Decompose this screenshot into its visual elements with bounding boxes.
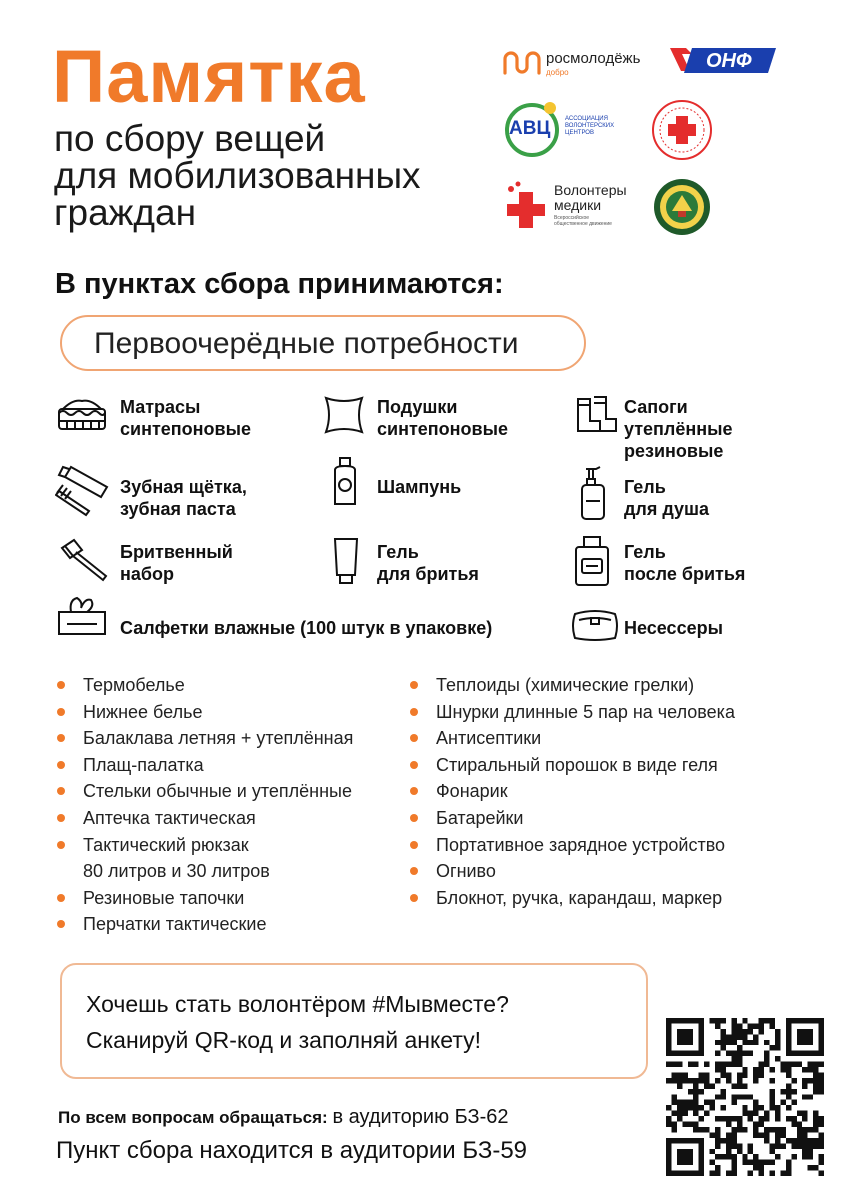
medics-line-2: медики [554,197,602,213]
item-boots-line-1: Сапоги [624,397,688,417]
list-item: Балаклава летняя + утеплённая [57,725,353,752]
item-shaving-gel [377,541,479,585]
onf-text: ОНФ [706,50,752,72]
item-shaving-gel-line-2: для бритья [377,564,479,584]
item-toiletry-bag-line-1: Несессеры [624,618,723,638]
qr-code[interactable] [664,1018,826,1181]
volunteers-medics-logo [502,180,642,230]
item-razor [120,541,233,585]
list-item: Нижнее белье [57,699,353,726]
volunteer-cta-box [60,963,648,1079]
item-shampoo-line-1: Шампунь [377,477,462,497]
list-item: Стельки обычные и утеплённые [57,778,353,805]
item-razor-line-2: набор [120,564,174,584]
list-item: Резиновые тапочки [57,885,353,912]
list-item: Огниво [410,858,735,885]
list-item: Антисептики [410,725,735,752]
item-wet-wipes-line-1: Салфетки влажные (100 штук в упаковке) [120,618,493,638]
list-item-continuation: 80 литров и 30 литров [83,861,270,882]
subtitle-line-2: для мобилизованных [54,155,421,196]
rosmolodezh-logo [502,48,652,78]
avc-logo [503,100,633,158]
list-item: Портативное зарядное устройство [410,832,735,859]
list-item: Перчатки тактические [57,911,353,938]
razor-icon [58,538,112,582]
shampoo-icon [331,456,359,508]
list-item: Стиральный порошок в виде геля [410,752,735,779]
item-mattress-line-2: синтепоновые [120,419,251,439]
priority-pill-label: Первоочерёдные потребности [94,327,519,360]
section-heading: В пунктах сбора принимаются: [55,268,504,300]
item-wet-wipes [120,617,492,639]
red-cross-logo [650,98,714,162]
contacts-label: По всем вопросам обращаться: [58,1108,328,1127]
priority-pill [60,315,586,371]
list-item: Теплоиды (химические грелки) [410,672,735,699]
list-item: Термобелье [57,672,353,699]
item-shower-gel-line-2: для душа [624,499,710,519]
item-mattress [120,396,251,440]
list-item: Аптечка тактическая [57,805,353,832]
list-item: Фонарик [410,778,735,805]
item-toothbrush-line-2: зубная паста [120,499,236,519]
cta-line-1: Хочешь стать волонтёром #Мывместе? [86,991,509,1017]
subtitle-line-3: граждан [54,192,197,233]
shaving-gel-icon [331,535,361,587]
page-title: Памятка [52,35,366,118]
aftershave-icon [574,535,610,589]
cta-line-2: Сканируй QR-код и заполняй анкету! [86,1027,482,1053]
item-razor-line-1: Бритвенный [120,542,233,562]
avc-text-2: ВОЛОНТЕРСКИХ [565,123,615,129]
boots-icon [574,395,618,437]
list-item: Плащ-палатка [57,752,353,779]
list-left [57,672,353,938]
avc-text-3: ЦЕНТРОВ [565,130,594,136]
item-boots [624,396,733,462]
item-shampoo [377,476,461,498]
emblem-logo [652,177,712,237]
rosmolodezh-mark-icon [502,50,542,76]
item-boots-line-3: резиновые [624,441,724,461]
item-toothbrush-line-1: Зубная щётка, [120,477,247,497]
collection-point-line: Пункт сбора находится в аудитории БЗ-59 [56,1137,528,1164]
item-shaving-gel-line-1: Гель [377,542,419,562]
list-item: Тактический рюкзак [57,832,353,859]
pillow-icon [322,394,366,436]
item-pillow-line-1: Подушки [377,397,458,417]
item-toiletry-bag [624,617,723,639]
list-item: Блокнот, ручка, карандаш, маркер [410,885,735,912]
shower-gel-icon [578,465,608,523]
item-pillow-line-2: синтепоновые [377,419,508,439]
wet-wipes-icon [57,596,107,640]
item-mattress-line-1: Матрасы [120,397,201,417]
toiletry-bag-icon [571,606,619,642]
avc-abbr: АВЦ [509,118,551,139]
contacts-line [58,1106,509,1129]
item-shower-gel-line-1: Гель [624,477,666,497]
item-toothbrush [120,476,247,520]
medics-cross-icon [502,180,550,230]
item-shower-gel [624,476,709,520]
list-right [410,672,735,911]
onf-logo [668,46,778,76]
rosmolodezh-sub: добро [546,68,569,77]
avc-text-1: АССОЦИАЦИЯ [565,116,608,122]
medics-line-1: Волонтеры [554,182,627,198]
subtitle-line-1: по сбору вещей [54,118,326,159]
item-pillow [377,396,508,440]
mattress-icon [57,397,107,433]
rosmolodezh-name: росмолодёжь [546,50,641,67]
toothbrush-icon [55,463,111,517]
item-aftershave-line-1: Гель [624,542,666,562]
contacts-value: в аудиторию БЗ-62 [332,1106,509,1128]
item-aftershave-line-2: после бритья [624,564,746,584]
item-aftershave [624,541,745,585]
medics-sub: Всероссийское общественное движение [554,215,612,227]
list-item: Батарейки [410,805,735,832]
list-item: Шнурки длинные 5 пар на человека [410,699,735,726]
item-boots-line-2: утеплённые [624,419,733,439]
